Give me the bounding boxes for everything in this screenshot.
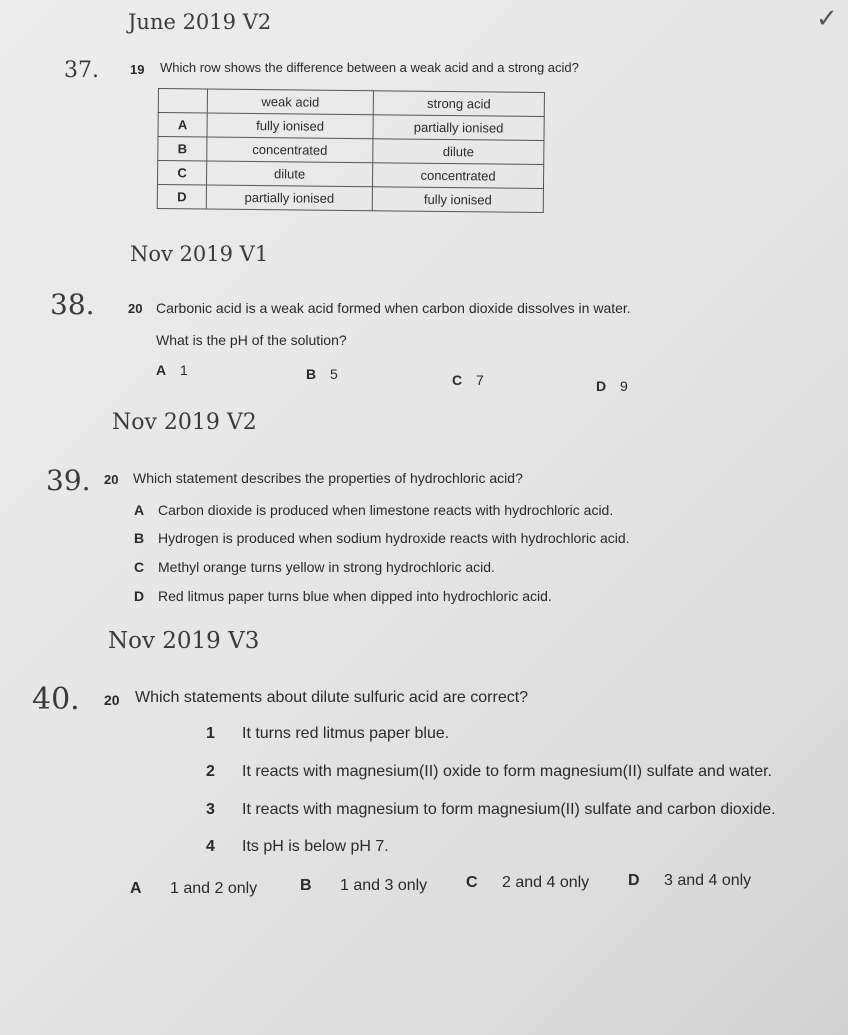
row-key: A (158, 113, 207, 138)
statement-2 (206, 763, 772, 781)
row-strong: dilute (373, 139, 544, 165)
question-37-number: 19 (130, 62, 145, 77)
question-38-subtext: What is the pH of the solution? (156, 332, 347, 348)
option-key: D (596, 378, 607, 394)
question-40-handwritten-number: 40. (32, 682, 80, 717)
heading-nov-2019-v1: Nov 2019 V1 (130, 242, 269, 266)
row-key: D (157, 184, 206, 209)
row-strong: partially ionised (373, 115, 544, 141)
table-header-weak-acid: weak acid (207, 89, 373, 115)
statement-number: 4 (206, 838, 215, 855)
row-strong: fully ionised (372, 187, 543, 213)
row-key: B (158, 137, 207, 162)
option-a (134, 502, 613, 518)
row-key: C (157, 161, 206, 186)
option-key: B (134, 530, 145, 546)
table-header-strong-acid: strong acid (373, 91, 544, 117)
question-40-text: Which statements about dilute sulfuric acid are correct? (135, 689, 529, 706)
option-key: A (130, 880, 142, 897)
statement-text: It reacts with magnesium(II) oxide to form magnesium(II) sulfate and water. (242, 763, 772, 780)
heading-nov-2019-v3: Nov 2019 V3 (108, 628, 260, 654)
option-key: D (628, 872, 640, 889)
option-value: 5 (330, 366, 338, 382)
table-row (157, 184, 543, 212)
option-key: B (300, 877, 312, 894)
option-key: A (156, 362, 167, 378)
statement-text: It reacts with magnesium to form magnesium(II) sulfate and carbon dioxide. (242, 801, 776, 818)
option-c (134, 559, 495, 575)
option-c (452, 372, 484, 388)
statement-text: Its pH is below pH 7. (242, 838, 389, 855)
option-key: A (134, 502, 145, 518)
option-a (156, 362, 188, 378)
statement-number: 2 (206, 763, 215, 780)
option-key: B (306, 366, 317, 382)
statement-text: It turns red litmus paper blue. (242, 725, 450, 742)
option-value: Hydrogen is produced when sodium hydroxide reacts with hydrochloric acid. (158, 530, 630, 546)
option-value: 1 (180, 362, 188, 378)
row-strong: concentrated (372, 163, 543, 189)
option-d (596, 378, 628, 394)
option-value: 3 and 4 only (664, 872, 752, 889)
option-key: C (134, 559, 145, 575)
option-value: 9 (620, 378, 628, 394)
question-38-number: 20 (128, 301, 143, 316)
option-value: 7 (476, 372, 484, 388)
question-39-number: 20 (104, 472, 119, 487)
question-38-text: Carbonic acid is a weak acid formed when carbon dioxide dissolves in water. (156, 300, 631, 316)
tick-mark-icon: ✓ (816, 4, 838, 34)
option-key: C (466, 874, 478, 891)
option-b (134, 530, 630, 546)
question-37-handwritten-number: 37. (64, 58, 99, 83)
question-37-text: Which row shows the difference between a weak acid and a strong acid? (160, 60, 579, 75)
row-weak: partially ionised (206, 185, 372, 211)
row-weak: dilute (206, 161, 372, 187)
option-a (130, 880, 257, 898)
question-40-number: 20 (104, 692, 120, 708)
option-value: Methyl orange turns yellow in strong hydrochloric acid. (158, 559, 495, 575)
statement-1 (206, 725, 449, 743)
heading-nov-2019-v2: Nov 2019 V2 (112, 410, 257, 435)
option-d (134, 588, 552, 604)
heading-june-2019-v2: June 2019 V2 (128, 10, 272, 34)
option-value: 1 and 3 only (340, 877, 428, 894)
option-value: Carbon dioxide is produced when limestone reacts with hydrochloric acid. (158, 502, 614, 518)
statement-4 (206, 838, 389, 856)
row-weak: fully ionised (207, 113, 373, 139)
option-key: D (134, 588, 145, 604)
option-key: C (452, 372, 463, 388)
statement-3 (206, 801, 776, 819)
option-b (306, 366, 338, 382)
option-b (300, 877, 427, 895)
question-38-handwritten-number: 38. (50, 288, 95, 321)
question-39-text: Which statement describes the properties of hydrochloric acid? (133, 470, 523, 486)
option-value: 2 and 4 only (502, 874, 590, 891)
option-value: Red litmus paper turns blue when dipped into hydrochloric acid. (158, 588, 552, 604)
option-c (466, 874, 589, 892)
table-header-blank (158, 89, 207, 114)
statement-number: 3 (206, 801, 215, 818)
row-weak: concentrated (207, 137, 373, 163)
acid-comparison-table (157, 88, 545, 213)
option-value: 1 and 2 only (170, 880, 258, 897)
statement-number: 1 (206, 725, 215, 742)
option-d (628, 872, 751, 890)
question-39-handwritten-number: 39. (46, 464, 91, 497)
